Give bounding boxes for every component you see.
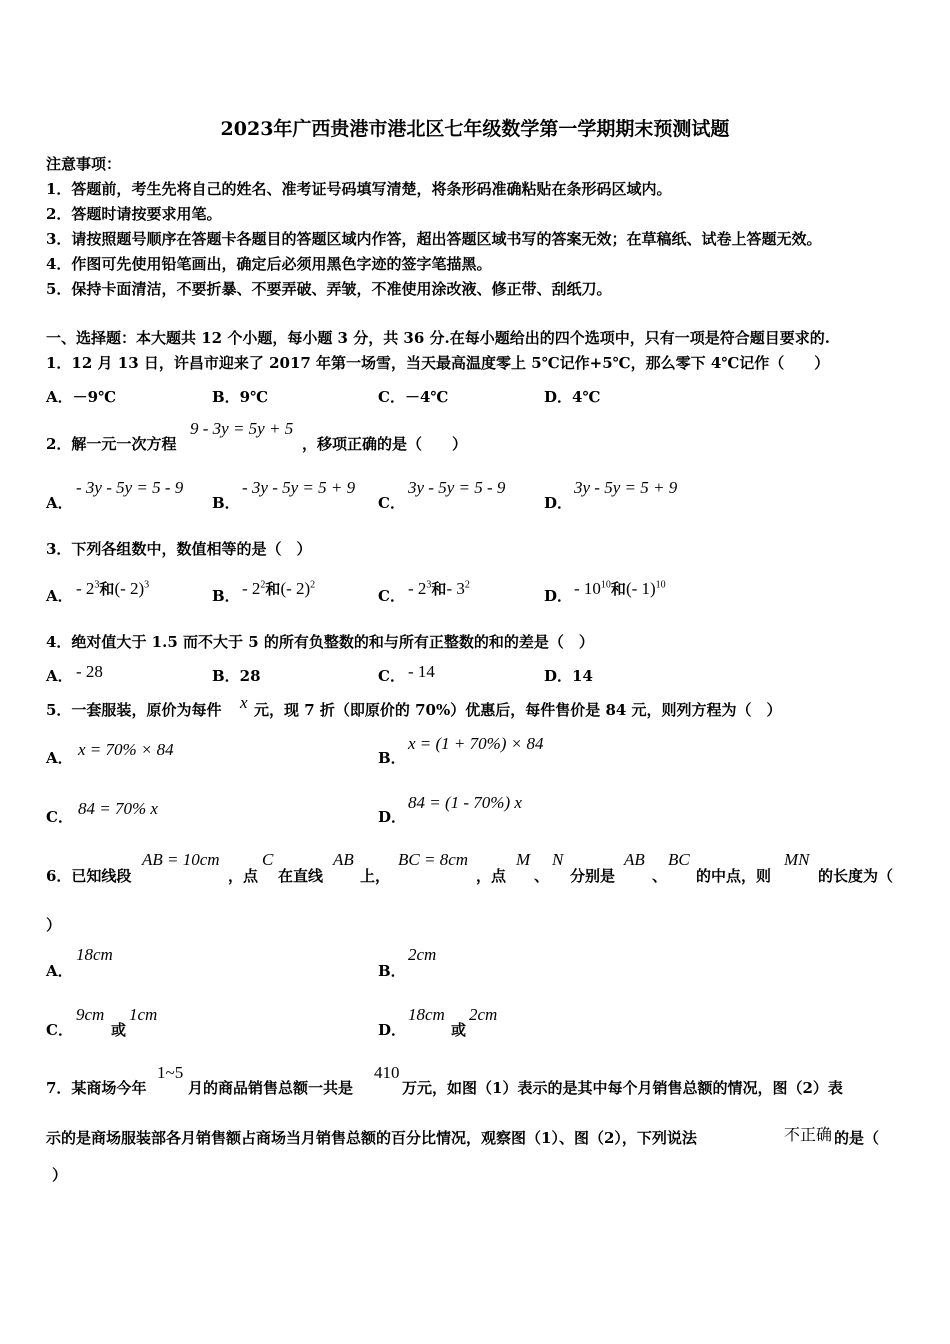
q4-option-a-label: A． (46, 667, 73, 685)
q6-math: AB = 10cm (142, 850, 220, 869)
q6-math: AB (333, 850, 354, 869)
question-2-stem-pre: 2．解一元一次方程 (46, 435, 177, 453)
q4-option-a: - 28 (76, 662, 103, 681)
question-6-text: 、 (534, 867, 550, 885)
q1-option-c: C．－4℃ (378, 388, 449, 406)
q3-option-b-label: B． (212, 587, 240, 605)
question-6-text: 6．已知线段 (46, 867, 132, 885)
q5-option-a-label: A． (46, 749, 73, 767)
q6-option-b: 2cm (408, 945, 437, 964)
q5-option-b: x = (1 + 70%) × 84 (408, 734, 544, 753)
question-6-text: ，点 (476, 867, 507, 885)
question-5-stem-pre: 5．一套服装，原价为每件 (46, 701, 222, 719)
q2-option-b: - 3y - 5y = 5 + 9 (242, 478, 356, 497)
question-7-line-2-end: 的是（ (834, 1129, 880, 1147)
q6-math: BC (668, 850, 690, 869)
q3-option-c-label: C． (378, 587, 405, 605)
question-1-stem: 1．12 月 13 日，许昌市迎来了 2017 年第一场雪，当天最高温度零上 5℃记作+5℃，那么零下 4℃记作（ ） (46, 354, 830, 372)
q7-math: 1~5 (157, 1063, 184, 1082)
question-6-close: ） (46, 916, 62, 934)
notice-item: 5．保持卡面清洁，不要折暴、不要弄破、弄皱，不准使用涂改液、修正带、刮纸刀。 (46, 280, 612, 298)
question-2-equation: 9 - 3y = 5y + 5 (190, 419, 294, 438)
q4-option-b: B．28 (212, 667, 261, 685)
q5-option-d-label: D． (378, 808, 407, 826)
notice-item: 4．作图可先使用铅笔画出，确定后必须用黑色字迹的签字笔描黑。 (46, 255, 492, 273)
question-7-text: 7．某商场今年 (46, 1079, 147, 1097)
q6-math: BC = 8cm (398, 850, 469, 869)
q5-option-a: x = 70% × 84 (78, 740, 174, 759)
q7-math: 410 (374, 1063, 400, 1082)
q3-option-a: - $2^3$和(- 2)$^3$ (76, 579, 150, 598)
question-6-text: ，点 (228, 867, 259, 885)
question-7-text: 万元，如图（1）表示的是其中每个月销售总额的情况，图（2）表 (402, 1079, 843, 1097)
q2-option-b-label: B． (212, 494, 240, 512)
question-6-text: 在直线 (278, 867, 324, 885)
q6-option-d-or: 或 (451, 1021, 467, 1039)
q6-option-c-1: 9cm (76, 1005, 105, 1024)
question-5-stem-post: 元，现 7 折（即原价的 70%）优惠后，每件售价是 84 元，则列方程为（ ） (254, 701, 782, 719)
question-7-close: ） (52, 1166, 68, 1184)
q6-math: C (262, 850, 274, 869)
q6-option-c-2: 1cm (129, 1005, 158, 1024)
q1-option-a: A．－9℃ (46, 388, 117, 406)
q2-option-a-label: A． (46, 494, 73, 512)
q6-option-c-label: C． (46, 1021, 73, 1039)
question-5-variable: x (240, 693, 248, 712)
q6-math: N (552, 850, 564, 869)
q5-option-b-label: B． (378, 749, 406, 767)
question-6-text: 、 (652, 867, 668, 885)
q6-option-b-label: B． (378, 962, 406, 980)
q6-math: M (516, 850, 531, 869)
question-6-text: 的中点，则 (696, 867, 772, 885)
q6-option-d-1: 18cm (408, 1005, 445, 1024)
question-3-stem: 3．下列各组数中，数值相等的是（ ） (46, 540, 312, 558)
question-7-text: 月的商品销售总额一共是 (188, 1079, 354, 1097)
notice-item: 1．答题前，考生先将自己的姓名、准考证号码填写清楚，将条形码准确粘贴在条形码区域内。 (46, 180, 672, 198)
q1-option-d: D．4℃ (544, 388, 601, 406)
q5-option-d: 84 = (1 - 70%) x (408, 793, 522, 812)
q5-option-c-label: C． (46, 808, 73, 826)
q4-option-c-label: C． (378, 667, 405, 685)
q6-math: MN (784, 850, 810, 869)
q6-math: AB (624, 850, 645, 869)
section-heading: 一、选择题：本大题共 12 个小题，每小题 3 分，共 36 分.在每小题给出的四个选项中，只有一项是符合题目要求的. (46, 329, 830, 347)
q6-option-a: 18cm (76, 945, 113, 964)
q2-option-c-label: C． (378, 494, 405, 512)
q4-option-c: - 14 (408, 662, 435, 681)
q3-option-d-label: D． (544, 587, 573, 605)
q6-option-d-label: D． (378, 1021, 407, 1039)
q3-option-c: - $2^3$和- $3^2$ (408, 579, 470, 598)
q4-option-d: D．14 (544, 667, 593, 685)
q2-option-a: - 3y - 5y = 5 - 9 (76, 478, 184, 497)
page-title: 2023年广西贵港市港北区七年级数学第一学期期末预测试题 (220, 118, 730, 140)
q3-option-b: - $2^2$和(- 2)$^2$ (242, 579, 316, 598)
question-6-text: 的长度为（ (818, 867, 894, 885)
question-7-line-2: 示的是商场服装部各月销售额占商场当月销售总额的百分比情况，观察图（1）、图（2），下列说法 (46, 1129, 697, 1147)
notice-item: 3．请按照题号顺序在答题卡各题目的答题区域内作答，超出答题区域书写的答案无效；在草稿纸、试卷上答题无效。 (46, 230, 822, 248)
notice-heading: 注意事项： (46, 155, 122, 173)
question-6-text: 分别是 (570, 867, 616, 885)
q6-option-a-label: A． (46, 962, 73, 980)
q2-option-d: 3y - 5y = 5 + 9 (574, 478, 678, 497)
question-4-stem: 4．绝对值大于 1.5 而不大于 5 的所有负整数的和与所有正整数的和的差是（ ） (46, 633, 594, 651)
q2-option-d-label: D． (544, 494, 573, 512)
q6-option-c-or: 或 (111, 1021, 127, 1039)
question-6-text: 上， (360, 867, 391, 885)
q3-option-a-label: A． (46, 587, 73, 605)
q3-option-d: - $10^{10}$和(- 1)$^{10}$ (574, 579, 666, 598)
q5-option-c: 84 = 70% x (78, 799, 158, 818)
notice-item: 2．答题时请按要求用笔。 (46, 205, 222, 223)
q6-option-d-2: 2cm (469, 1005, 498, 1024)
question-2-stem-post: ，移项正确的是（ ） (302, 435, 468, 453)
q1-option-b: B．9℃ (212, 388, 269, 406)
question-7-emphasis: 不正确 (784, 1127, 833, 1144)
q2-option-c: 3y - 5y = 5 - 9 (408, 478, 506, 497)
